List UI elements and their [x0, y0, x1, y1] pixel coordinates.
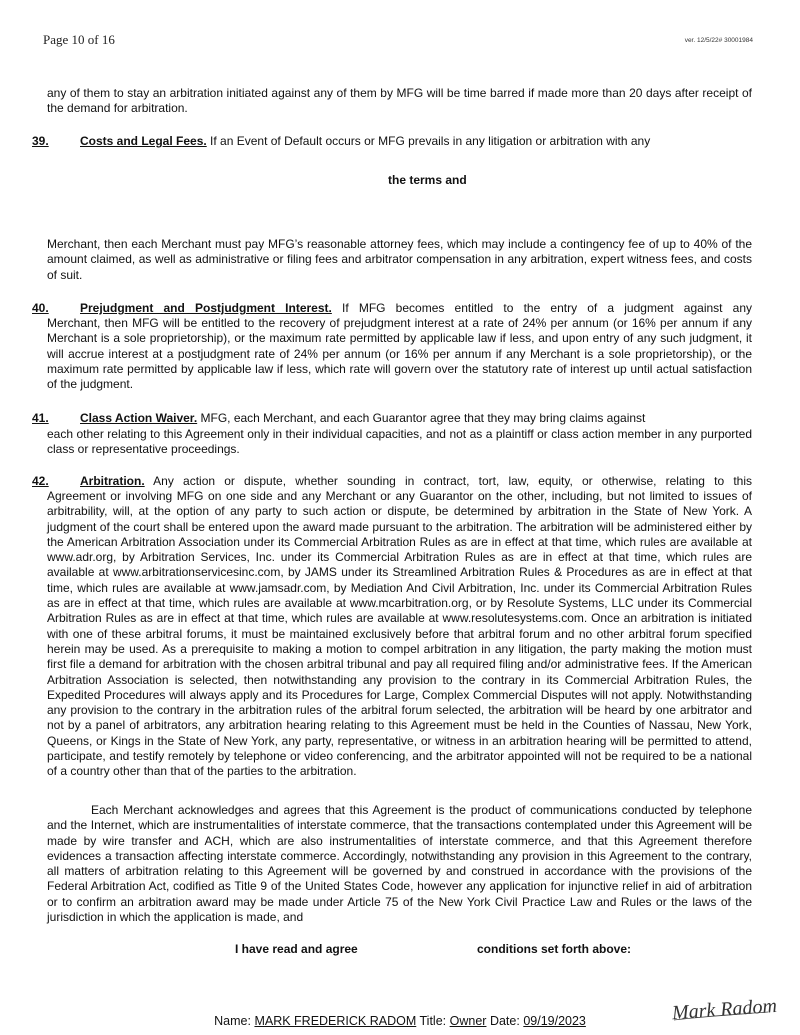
section-42-text2: Each Merchant acknowledges and agrees that this Agreement is the product of communications conducted by telephone and the Internet, which are instrumentalities of interstate commerce, that the transactions contemplated under this Agreement will be made by wire transfer and ACH, which are also instrumentalities of interstate commerce, and that this Agreement therefore evidences a transaction affecting interstate commerce. Accordingly, notwithstanding any provision in this Agreement to the contrary, all matters of arbitration relating to this Agreement will be governed by and construed in accordance with the provisions of the Federal Arbitration Act, codified as Title 9 of the United States Code, however any application for injunctive relief in aid of arbitration or to confirm an arbitration award may be made under Article 75 of the New York Civil Practice Law and Rules or the laws of the jurisdiction in which the application is made, and	[47, 803, 752, 925]
section-41-first-line: MFG, each Merchant, and each Guarantor agree that they may bring claims against	[197, 411, 646, 425]
section-42-text: Agreement or involving MFG on one side and any Merchant or any Guarantor on the other, including, but not limited to issues of arbitrability, will, at the option of any party to such action or dispute, be determined by arbitration in the State of New York. A judgment of the court shall be entered upon the award made pursuant to the arbitration. The arbitration will be administered either by the American Arbitration Association under its Commercial Arbitration Rules as are in effect at that time, which rules are available at www.adr.org, by Arbitration Services, Inc. under its Commercial Arbitration Rules as are in effect at that time, which rules are available at www.arbitrationservicesinc.com, by JAMS under its Streamlined Arbitration Rules & Procedures as are in effect at that time, which rules are available at www.jamsadr.com, by Mediation And Civil Arbitration, Inc. under its Commercial Arbitration Rules as are in effect at that time, which rules are available at www.mcarbitration.org, or by Resolute Systems, LLC under its Commercial Arbitration Rules as are in effect at that time, which rules are available at www.resolutesystems.com. Once an arbitration is initiated with one of these arbitral forums, it must be maintained exclusively before that arbitral forum and no other arbitral forum specified herein may be used. As a prerequisite to making a motion to compel arbitration in any litigation, the party making the motion must first file a demand for arbitration with the chosen arbitral tribunal and pay all required filing and/or administrative fees. If the American Arbitration Association is selected, then notwithstanding any provision to the contrary in its Commercial Arbitration Rules, the Expedited Procedures will always apply and its Procedures for Large, Complex Commercial Disputes will not apply. Notwithstanding any provision to the contrary in the arbitration rules of the arbitral forum selected, the arbitration will be heard by one arbitrator and not by a panel of arbitrators, any arbitration hearing relating to this Agreement must be held in the Counties of Nassau, New York, Queens, or Kings in the State of New York, any party, representative, or witness in an arbitration hearing will be permitted to attend, participate, and testify remotely by telephone or video conferencing, and the arbitrator appointed will not be required to be a national of a country other than that of the parties to the arbitration.	[47, 489, 752, 779]
section-39-heading: Costs and Legal Fees.	[80, 134, 207, 148]
name-label: Name:	[214, 1014, 251, 1028]
section-42-heading-line	[32, 474, 752, 489]
section-39-text: Merchant, then each Merchant must pay MFG’s reasonable attorney fees, which may include a contingency fee of up to 40% of the amount claimed, as well as administrative or filing fees and arbitrator compensation in any arbitration, expert witness fees, and costs of suit.	[47, 237, 752, 282]
signature-text: Mark Radom	[671, 994, 778, 1025]
section-42-number: 42.	[32, 474, 49, 488]
section-40-heading: Prejudgment and Postjudgment Interest.	[80, 301, 332, 315]
section-41-number: 41.	[32, 411, 49, 425]
acknowledgment-left: I have read and agree	[235, 942, 358, 956]
acknowledgment-right: conditions set forth above:	[477, 942, 632, 956]
title-value: Owner	[449, 1014, 487, 1028]
version-label: ver. 12/5/22# 30001984	[684, 37, 753, 44]
name-value: MARK FREDERICK RADOM	[254, 1014, 417, 1028]
section-39-first-line: If an Event of Default occurs or MFG prevails in any litigation or arbitration with any	[206, 134, 651, 148]
date-label: Date:	[489, 1014, 520, 1028]
section-40-text: Merchant, then MFG will be entitled to the recovery of prejudgment interest at a rate of 24% per annum (or 16% per annum if any Merchant is a sole proprietorship), or the maximum rate permitted by applicable law if less, and upon entry of any such judgment, it will accrue interest at a postjudgment rate of 24% per annum (or 16% per annum if any Merchant is a sole proprietorship), or the maximum rate permitted by applicable law if less, which rate will govern over the statutory rate of interest up until actual satisfaction of the judgment.	[47, 316, 752, 392]
section-40-number: 40.	[32, 301, 49, 315]
date-value: 09/19/2023	[523, 1014, 586, 1028]
section-40-first-line: If MFG becomes entitled to the entry of a judgment against any	[331, 301, 753, 315]
section-42-heading: Arbitration.	[80, 474, 145, 488]
continued-paragraph: any of them to stay an arbitration initiated against any of them by MFG will be time barred if made more than 20 days after receipt of the demand for arbitration.	[47, 86, 752, 116]
section-41-text: each other relating to this Agreement only in their individual capacities, and not as a plaintiff or class action member in any purported class or representative proceedings.	[47, 427, 752, 457]
section-39-number: 39.	[32, 134, 49, 148]
section-41-heading-line	[32, 411, 752, 426]
section-39-fragment: the terms and	[388, 173, 467, 187]
signature-footer	[0, 1014, 800, 1028]
section-40-heading-line	[32, 301, 752, 316]
title-label: Title:	[419, 1014, 447, 1028]
section-42-text-continued	[47, 803, 752, 925]
page-number: Page 10 of 16	[43, 32, 115, 47]
section-41-heading: Class Action Waiver.	[80, 411, 198, 425]
section-39-heading-line	[32, 134, 752, 149]
section-42-first-line: Any action or dispute, whether sounding in contract, tort, law, equity, or otherwise, relating to this	[144, 474, 752, 488]
